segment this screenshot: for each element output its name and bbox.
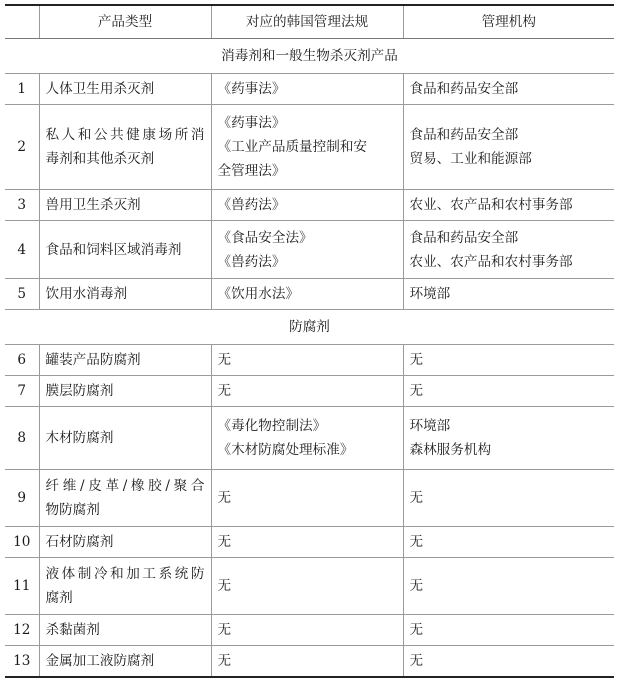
agency-line: 无 bbox=[409, 383, 424, 399]
regulation-cell bbox=[211, 345, 403, 376]
regulation-line: 《药事法》 bbox=[217, 115, 286, 131]
agency-cell bbox=[403, 558, 614, 615]
product-type-line: 杀黏菌剂 bbox=[45, 622, 100, 638]
product-type-cell bbox=[39, 345, 211, 376]
regulation-line: 《兽药法》 bbox=[217, 253, 286, 270]
table-body bbox=[5, 39, 614, 678]
regulation-cell bbox=[211, 105, 403, 190]
product-type-cell bbox=[39, 279, 211, 310]
agency-line: 无 bbox=[409, 352, 424, 368]
row-number: 8 bbox=[5, 407, 39, 470]
header-row bbox=[5, 5, 614, 39]
header-agency: 管理机构 bbox=[403, 5, 614, 39]
agency-line: 食品和药品安全部 bbox=[409, 229, 519, 246]
agency-line: 无 bbox=[409, 534, 424, 550]
table-row bbox=[5, 74, 614, 105]
agency-cell bbox=[403, 74, 614, 105]
agency-cell bbox=[403, 470, 614, 527]
agency-cell bbox=[403, 105, 614, 190]
table-row bbox=[5, 105, 614, 190]
product-type-line: 私人和公共健康场所消 bbox=[45, 127, 205, 143]
regulation-cell bbox=[211, 407, 403, 470]
regulation-line: 《食品安全法》 bbox=[217, 229, 313, 246]
agency-line: 无 bbox=[409, 578, 424, 594]
regulation-line: 无 bbox=[217, 578, 232, 594]
product-type-line: 木材防腐剂 bbox=[45, 430, 114, 446]
product-type-cell bbox=[39, 558, 211, 615]
table-row bbox=[5, 558, 614, 615]
header-index bbox=[5, 5, 39, 39]
regulation-line: 《兽药法》 bbox=[217, 197, 286, 213]
agency-line: 无 bbox=[409, 622, 424, 638]
row-number: 1 bbox=[5, 74, 39, 105]
agency-line: 食品和药品安全部 bbox=[409, 127, 519, 143]
product-type-line: 物防腐剂 bbox=[45, 502, 100, 518]
product-type-line: 罐装产品防腐剂 bbox=[45, 352, 141, 368]
product-type-cell bbox=[39, 74, 211, 105]
agency-line: 农业、农产品和农村事务部 bbox=[409, 253, 573, 270]
regulation-line: 无 bbox=[217, 653, 232, 669]
product-type-line: 毒剂和其他杀灭剂 bbox=[45, 151, 155, 167]
regulation-line: 《毒化物控制法》 bbox=[217, 418, 327, 434]
table-row bbox=[5, 646, 614, 678]
regulation-cell bbox=[211, 74, 403, 105]
table-row bbox=[5, 376, 614, 407]
agency-line: 农业、农产品和农村事务部 bbox=[409, 197, 573, 213]
agency-line: 无 bbox=[409, 653, 424, 669]
header-korean-regulation: 对应的韩国管理法规 bbox=[211, 5, 403, 39]
table-row bbox=[5, 190, 614, 221]
regulation-cell bbox=[211, 221, 403, 279]
product-type-cell bbox=[39, 407, 211, 470]
agency-cell bbox=[403, 646, 614, 678]
regulation-cell bbox=[211, 646, 403, 678]
regulation-cell bbox=[211, 376, 403, 407]
regulation-line: 无 bbox=[217, 383, 232, 399]
regulation-line: 无 bbox=[217, 490, 232, 506]
product-type-cell bbox=[39, 105, 211, 190]
agency-cell bbox=[403, 221, 614, 279]
section-header-row bbox=[5, 310, 614, 345]
row-number: 2 bbox=[5, 105, 39, 190]
regulation-line: 全管理法》 bbox=[217, 163, 286, 179]
product-type-cell bbox=[39, 190, 211, 221]
regulation-line: 《饮用水法》 bbox=[217, 286, 300, 302]
row-number: 9 bbox=[5, 470, 39, 527]
regulation-line: 无 bbox=[217, 622, 232, 638]
agency-line: 食品和药品安全部 bbox=[409, 81, 519, 97]
regulation-cell bbox=[211, 615, 403, 646]
product-type-line: 膜层防腐剂 bbox=[45, 383, 114, 399]
agency-line: 环境部 bbox=[409, 286, 451, 302]
agency-line: 无 bbox=[409, 490, 424, 506]
product-type-cell bbox=[39, 470, 211, 527]
product-type-line: 人体卫生用杀灭剂 bbox=[45, 81, 155, 97]
product-type-line: 饮用水消毒剂 bbox=[45, 286, 128, 302]
regulation-cell bbox=[211, 470, 403, 527]
table-row bbox=[5, 615, 614, 646]
row-number: 4 bbox=[5, 221, 39, 279]
product-type-cell bbox=[39, 615, 211, 646]
agency-cell bbox=[403, 407, 614, 470]
table-row bbox=[5, 407, 614, 470]
section-title: 消毒剂和一般生物杀灭剂产品 bbox=[5, 39, 614, 74]
product-type-line: 腐剂 bbox=[45, 590, 73, 606]
product-type-cell bbox=[39, 527, 211, 558]
product-type-cell bbox=[39, 221, 211, 279]
row-number: 13 bbox=[5, 646, 39, 678]
product-type-line: 食品和饲料区域消毒剂 bbox=[45, 241, 182, 258]
table-row bbox=[5, 345, 614, 376]
product-type-line: 金属加工液防腐剂 bbox=[45, 653, 155, 669]
table-row bbox=[5, 527, 614, 558]
regulation-table bbox=[5, 4, 614, 678]
section-header-row bbox=[5, 39, 614, 74]
regulation-cell bbox=[211, 279, 403, 310]
product-type-line: 兽用卫生杀灭剂 bbox=[45, 197, 141, 213]
agency-cell bbox=[403, 615, 614, 646]
row-number: 5 bbox=[5, 279, 39, 310]
product-type-line: 石材防腐剂 bbox=[45, 534, 114, 550]
regulation-line: 《药事法》 bbox=[217, 81, 286, 97]
regulation-cell bbox=[211, 190, 403, 221]
product-type-line: 液体制冷和加工系统防 bbox=[45, 566, 205, 582]
agency-line: 森林服务机构 bbox=[409, 442, 492, 458]
row-number: 11 bbox=[5, 558, 39, 615]
table-row bbox=[5, 470, 614, 527]
row-number: 7 bbox=[5, 376, 39, 407]
agency-line: 环境部 bbox=[409, 418, 451, 434]
agency-cell bbox=[403, 527, 614, 558]
agency-cell bbox=[403, 345, 614, 376]
table-row bbox=[5, 221, 614, 279]
row-number: 6 bbox=[5, 345, 39, 376]
regulation-line: 《木材防腐处理标准》 bbox=[217, 442, 354, 458]
agency-cell bbox=[403, 376, 614, 407]
row-number: 3 bbox=[5, 190, 39, 221]
row-number: 12 bbox=[5, 615, 39, 646]
regulation-cell bbox=[211, 527, 403, 558]
product-type-cell bbox=[39, 376, 211, 407]
table-row bbox=[5, 279, 614, 310]
header-product-type: 产品类型 bbox=[39, 5, 211, 39]
regulation-line: 无 bbox=[217, 352, 232, 368]
section-title: 防腐剂 bbox=[5, 310, 614, 345]
agency-cell bbox=[403, 190, 614, 221]
row-number: 10 bbox=[5, 527, 39, 558]
product-type-line: 纤维/皮革/橡胶/聚合 bbox=[45, 478, 205, 494]
regulation-line: 无 bbox=[217, 534, 232, 550]
agency-cell bbox=[403, 279, 614, 310]
regulation-cell bbox=[211, 558, 403, 615]
regulation-line: 《工业产品质量控制和安 bbox=[217, 139, 368, 155]
agency-line: 贸易、工业和能源部 bbox=[409, 151, 532, 167]
product-type-cell bbox=[39, 646, 211, 678]
